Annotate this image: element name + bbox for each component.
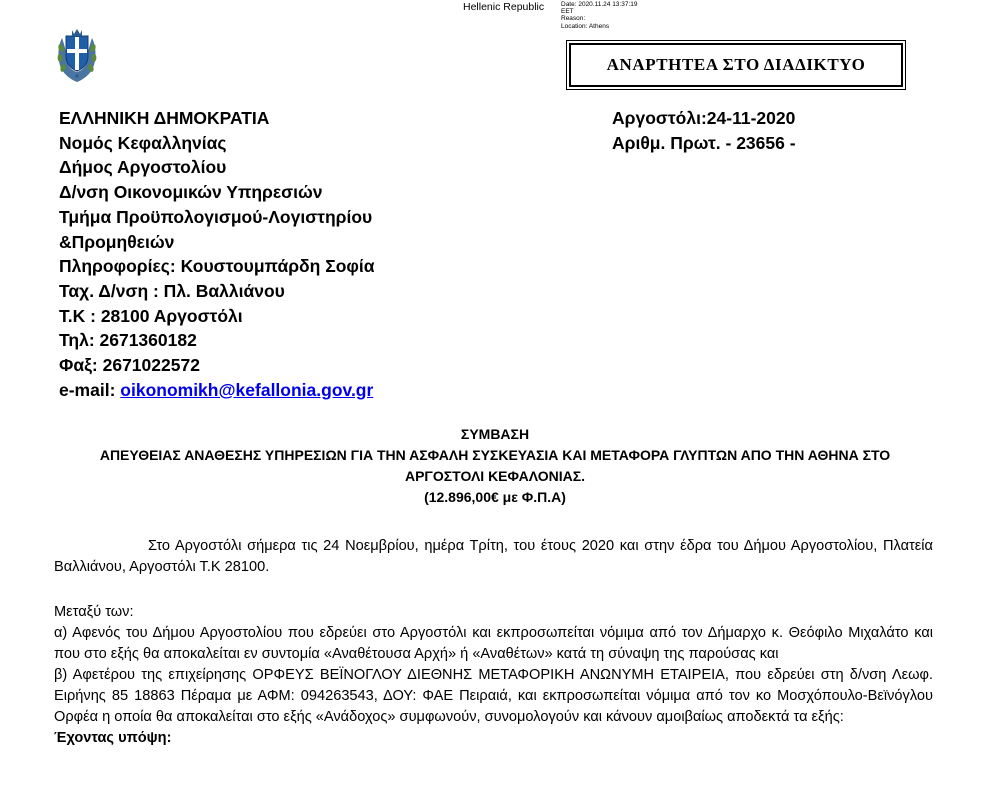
greek-coat-of-arms-emblem <box>54 28 100 84</box>
prefecture-line: Νομός Κεφαλληνίας <box>59 132 227 153</box>
signature-reason: Reason: <box>561 15 586 23</box>
document-reference-header <box>612 106 796 155</box>
contract-subject-line-2: ΑΡΓΟΣΤΟΛΙ ΚΕΦΑΛΟΝΙΑΣ. <box>404 468 585 484</box>
document-date: Αργοστόλι:24-11-2020 <box>612 108 796 128</box>
phone-line: Τηλ: 2671360182 <box>59 330 197 351</box>
department-line-continued: &Προμηθειών <box>59 231 175 252</box>
protocol-number: Αριθμ. Πρωτ. - 23656 - <box>612 132 796 153</box>
signature-timezone: EET <box>561 8 574 16</box>
signature-name: Hellenic Republic <box>463 1 545 13</box>
signature-location: Location: Athens <box>561 22 610 30</box>
country-line: ΕΛΛΗΝΙΚΗ ΔΗΜΟΚΡΑΤΙΑ <box>59 108 270 128</box>
intro-paragraph <box>54 536 933 578</box>
issuer-header <box>59 106 375 402</box>
contact-person-line: Πληροφορίες: Κουστουμπάρδη Σοφία <box>59 256 375 277</box>
intro-text: Στο Αργοστόλι σήμερα τις 24 Νοεμβρίου, ημέρα Τρίτη, του έτους 2020 και στην έδρα του Δήμου Αργοστολίου, Πλατεία Βαλλιάνου, Αργοστόλι Τ.Κ 28100. <box>54 538 933 575</box>
party-b-paragraph: β) Αφετέρου της επιχείρησης ΟΡΦΕΥΣ ΒΕΪΝΟΓΛΟΥ ΔΙΕΘΝΗΣ ΜΕΤΑΦΟΡΙΚΗ ΑΝΩΝΥΜΗ ΕΤΑΙΡΕΙΑ, που εδρεύει στη δ/νση Λεωφ. Ειρήνης 85 18863 Πέραμα με ΑΦΜ: 094263543, ΔΟΥ: ΦΑΕ Πειραιά, και εκπροσωπείται νόμιμα από τον κο Μοσχόπουλο-Βεϊνόγλου Ορφέα η οποία θα αποκαλείται στο εξής «Ανάδοχος» συμφωνούν, συνομολογούν και κάνουν αμοιβαίως αποδεκτά τα εξής: <box>54 667 933 725</box>
postal-address-line: Ταχ. Δ/νση : Πλ. Βαλλιάνου <box>59 280 285 301</box>
directorate-line: Δ/νση Οικονομικών Υπηρεσιών <box>59 182 323 203</box>
email-line <box>59 378 375 403</box>
department-line: Τμήμα Προϋπολογισμού-Λογιστηρίου <box>59 206 373 227</box>
considering-heading: Έχοντας υπόψη: <box>54 730 172 746</box>
contract-subject-line-1: ΑΠΕΥΘΕΙΑΣ ΑΝΑΘΕΣΗΣ ΥΠΗΡΕΣΙΩΝ ΓΙΑ ΤΗΝ ΑΣΦΑΛΗ ΣΥΣΚΕΥΑΣΙΑ ΚΑΙ ΜΕΤΑΦΟΡΑ ΓΛΥΠΤΩΝ ΑΠΟ ΤΗΝ ΑΘΗΝΑ ΣΤΟ <box>99 447 891 463</box>
contract-amount: (12.896,00€ με Φ.Π.Α) <box>424 489 566 505</box>
contract-heading: ΣΥΜΒΑΣΗ <box>460 426 530 442</box>
signature-details <box>561 1 638 30</box>
online-posting-stamp <box>569 43 903 87</box>
municipality-line: Δήμος Αργοστολίου <box>59 157 227 178</box>
email-link[interactable]: oikonomikh@kefallonia.gov.gr <box>120 379 374 400</box>
fax-line: Φαξ: 2671022572 <box>59 355 200 376</box>
parties-section <box>54 602 933 749</box>
signature-date: Date: 2020.11.24 13:37:19 <box>561 1 638 8</box>
contract-title-block <box>40 424 950 508</box>
party-a-paragraph: α) Αφενός του Δήμου Αργοστολίου που εδρεύει στο Αργοστόλι και εκπροσωπείται νόμιμα από τον Δήμαρχο κ. Θεόφιλο Μιχαλάτο και που στο εξής θα αποκαλείται εν συντομία «Αναθέτουσα Αρχή» ή «Αναθέτων» κατά τη σύναψη της παρούσας και <box>54 625 933 662</box>
between-label: Μεταξύ των: <box>54 604 134 620</box>
stamp-label: ΑΝΑΡΤΗΤΕΑ ΣΤΟ ΔΙΑΔΙΚΤΥΟ <box>606 55 866 74</box>
postal-code-line: Τ.Κ : 28100 Αργοστόλι <box>59 305 243 326</box>
email-label: e-mail: <box>59 379 121 400</box>
